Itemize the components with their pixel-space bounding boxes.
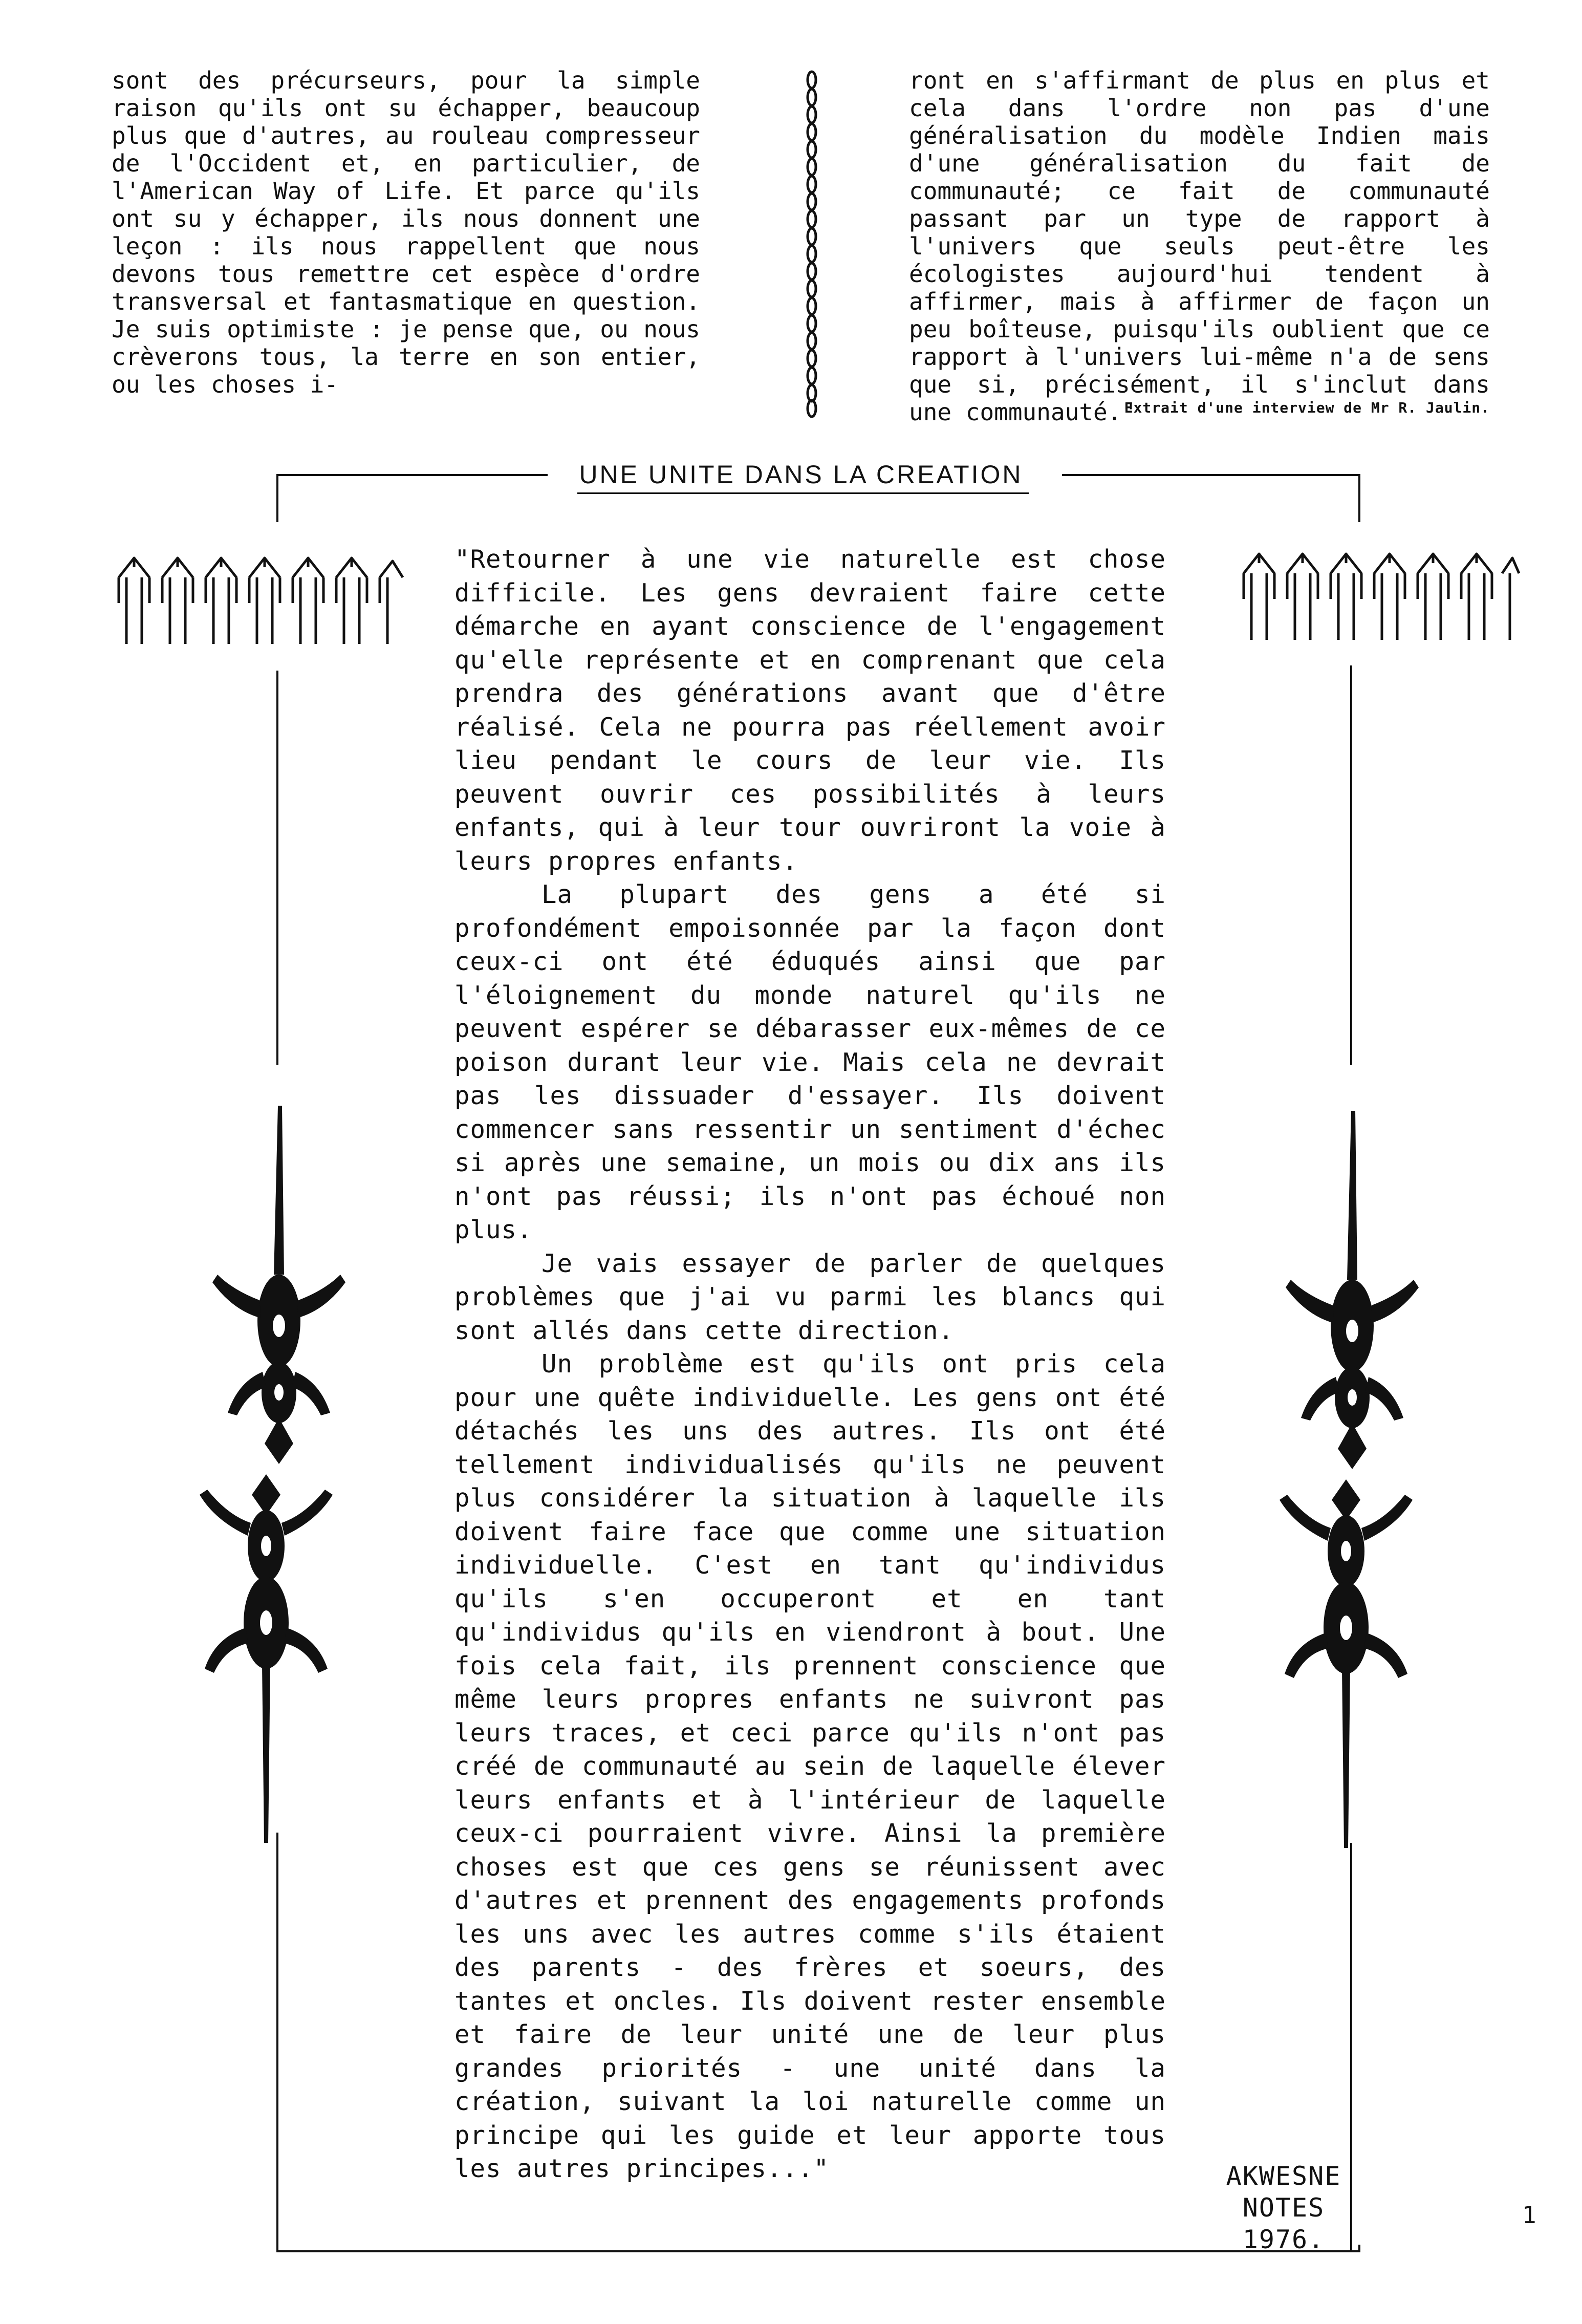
attribution-source: AKWESNE NOTES: [1226, 2161, 1341, 2223]
main-paragraph-3: Je vais essayer de parler de quelques problèmes que j'ai vu parmi les blancs qui sont allés dans cette direction.: [454, 1249, 1166, 1345]
right-lizard-up-ornament: [1264, 1479, 1428, 1848]
chain-divider-ornament: [805, 71, 819, 417]
top-right-column: [909, 67, 1490, 426]
heading-underline: [577, 492, 1029, 494]
page-number: 1: [1522, 2201, 1536, 2229]
attribution-year: 1976.: [1242, 2225, 1325, 2254]
top-right-paragraph: ront en s'affirmant de plus en plus et cela dans l'ordre non pas d'une généralisation du modèle Indien mais d'une généralisation du fait de communauté; ce fait de communauté passant par un type de rapport à l'univers que seuls peut-être les écologistes aujourd'hui tendent à affirmer, mais à affirmer de façon un peu boîteuse, puisqu'ils oublient que ce rapport à l'univers lui-même n'a de sens que si, précisément, il s'inclut dans une communauté.": [909, 67, 1490, 426]
top-left-column: [112, 67, 700, 398]
left-lizard-up-ornament: [184, 1474, 348, 1843]
left-figures-row-ornament: [109, 547, 405, 649]
left-lizard-down-ornament: [202, 1106, 356, 1464]
right-lizard-down-ornament: [1275, 1111, 1429, 1469]
top-left-paragraph: sont des précurseurs, pour la simple raison qu'ils ont su échapper, beaucoup plus que d'autres, au rouleau compresseur de l'Occident et, en particulier, de l'American Way of Life. Et parce qu'ils ont su y échapper, ils nous donnent une leçon : ils nous rappellent que nous devons tous remettre cet espèce d'ordre transversal et fantasmatique en question. Je suis optimiste : je pense que, ou nous crèverons tous, la terre en son entier, ou les choses i-: [112, 67, 700, 398]
main-paragraph-2: La plupart des gens a été si profondément empoisonnée par la façon dont ceux-ci ont été éduqués ainsi que par l'éloignement du monde naturel qu'ils ne peuvent espérer se débarasser eux-mêmes de ce poison durant leur vie. Mais cela ne devrait pas les dissuader d'essayer. Ils doivent commencer sans ressentir un sentiment d'échec si après une semaine, un mois ou dix ans ils n'ont pas réussi; ils n'ont pas échoué non plus.: [454, 880, 1166, 1244]
source-attribution: [1207, 2160, 1360, 2255]
right-figures-row-ornament: [1233, 543, 1520, 645]
interview-credit: Extrait d'une interview de Mr R. Jaulin.: [1124, 399, 1490, 416]
main-text-column: [454, 543, 1166, 2186]
section-heading: UNE UNITE DANS LA CREATION: [579, 460, 1023, 489]
main-paragraph-1: "Retourner à une vie naturelle est chose difficile. Les gens devraient faire cette démarche en ayant conscience de l'engagement qu'elle représente et en comprenant que cela prendra des générations avant que d'être réalisé. Cela ne pourra pas réellement avoir lieu pendant le cours de leur vie. Ils peuvent ouvrir ces possibilités à leurs enfants, qui à leur tour ouvriront la voie à leurs propres enfants.: [454, 545, 1166, 876]
main-paragraph-4: Un problème est qu'ils ont pris cela pour une quête individuelle. Les gens ont été détachés les uns des autres. Ils ont été tellement individualisés qu'ils ne peuvent plus considérer la situation à laquelle ils doivent faire face que comme une situation individuelle. C'est en tant qu'individus qu'ils s'en occuperont et en tant qu'individus qu'ils en viendront à bout. Une fois cela fait, ils prennent conscience que même leurs propres enfants ne suivront pas leurs traces, et ceci parce qu'ils n'ont pas créé de communauté au sein de laquelle élever leurs enfants et à l'intérieur de laquelle ceux-ci pourraient vivre. Ainsi la première choses est que ces gens se réunissent avec d'autres et prennent des engagements profonds les uns avec les autres comme s'ils étaient des parents - des frères et soeurs, des tantes et oncles. Ils doivent rester ensemble et faire de leur unité une de leur plus grandes priorités - une unité dans la création, suivant la loi naturelle comme un principe qui les guide et leur apporte tous les autres principes...": [454, 1349, 1166, 2183]
